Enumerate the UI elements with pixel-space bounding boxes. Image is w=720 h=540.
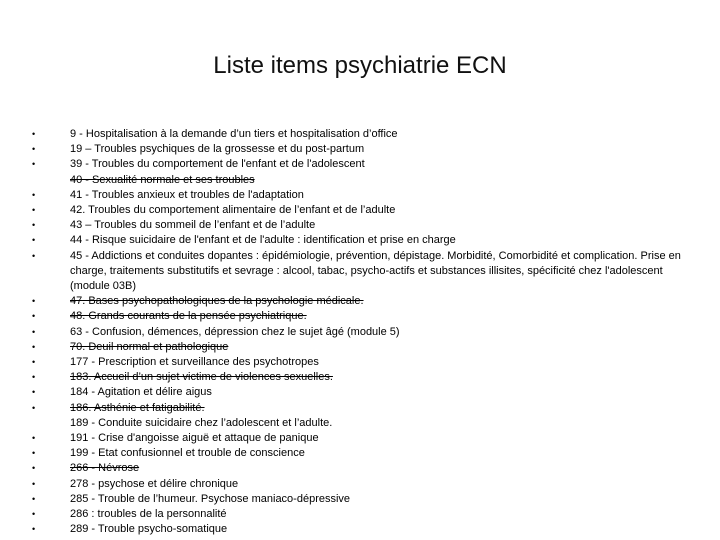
bullet-icon: • bbox=[32, 205, 36, 216]
list-item-text: 63 - Confusion, démences, dépression chez le sujet âgé (module 5) bbox=[70, 325, 400, 338]
list-item bbox=[32, 233, 692, 248]
bullet-icon: • bbox=[32, 129, 36, 139]
list-item bbox=[32, 492, 692, 507]
list-item bbox=[32, 431, 692, 446]
list-item bbox=[32, 203, 692, 218]
list-item bbox=[32, 309, 692, 324]
list-item-text: 285 - Trouble de l’humeur. Psychose maniaco-dépressive bbox=[70, 492, 351, 505]
list-item bbox=[32, 340, 692, 355]
list-item bbox=[32, 249, 692, 295]
bullet-icon: • bbox=[32, 493, 36, 504]
list-item-text: 9 - Hospitalisation à la demande d’un tiers et hospitalisation d’office bbox=[70, 128, 398, 140]
bullet-icon: • bbox=[32, 433, 36, 444]
bullet-icon: • bbox=[32, 250, 36, 261]
list-item-text: 278 - psychose et délire chronique bbox=[70, 477, 239, 490]
list-item-text: 177 - Prescription et surveillance des psychotropes bbox=[70, 356, 319, 369]
list-item bbox=[32, 507, 692, 522]
list-item bbox=[32, 157, 692, 172]
list-item bbox=[32, 173, 692, 188]
list-item bbox=[32, 355, 692, 370]
list-item-text: 199 - Etat confusionnel et trouble de conscience bbox=[70, 447, 305, 460]
bullet-icon: • bbox=[32, 235, 36, 246]
bullet-icon: • bbox=[32, 509, 36, 520]
list-item-text: 48. Grands courants de la pensée psychiatrique. bbox=[70, 310, 307, 323]
bullet-icon: • bbox=[32, 357, 36, 368]
page-title: Liste items psychiatrie ECN bbox=[213, 52, 507, 79]
list-item bbox=[32, 188, 692, 203]
list-item-text: 40 - Sexualité normale et ses troubles bbox=[70, 173, 255, 186]
bullet-icon bbox=[32, 416, 70, 431]
list-item bbox=[32, 477, 692, 492]
list-item bbox=[32, 370, 692, 385]
list-item bbox=[32, 127, 692, 142]
bullet-icon bbox=[32, 173, 70, 188]
list-item-text: 289 - Trouble psycho-somatique bbox=[70, 523, 228, 536]
list-item-text: 286 : troubles de la personnalité bbox=[70, 508, 227, 521]
list-item-text: 39 - Troubles du comportement de l'enfant et de l'adolescent bbox=[70, 158, 365, 171]
bullet-icon: • bbox=[32, 296, 36, 307]
list-item-text: 44 - Risque suicidaire de l'enfant et de l'adulte : identification et prise en charge bbox=[70, 234, 456, 247]
list-item bbox=[32, 461, 692, 476]
bullet-icon: • bbox=[32, 341, 36, 352]
bullet-icon: • bbox=[32, 220, 36, 231]
list-item bbox=[32, 446, 692, 461]
list-item bbox=[32, 142, 692, 157]
bullet-icon: • bbox=[32, 159, 36, 170]
bullet-icon: • bbox=[32, 189, 36, 200]
list-item-text: 70. Deuil normal et pathologique bbox=[70, 340, 229, 353]
bullet-icon: • bbox=[32, 524, 36, 535]
list-item-text: 47. Bases psychopathologiques de la psychologie médicale. bbox=[70, 295, 364, 308]
list-item bbox=[32, 522, 692, 537]
item-list bbox=[32, 127, 692, 537]
list-item-text: 45 - Addictions et conduites dopantes : épidémiologie, prévention, dépistage. Morbidité, Comorbidité et complication. Prise en charge, traitements substitutifs et sevrage : alcool, tabac, psycho-actifs et substances illisites, spécificité chez l'adolescent (module 03B) bbox=[70, 249, 681, 293]
list-item-text: 266 - Névrose bbox=[70, 462, 140, 475]
list-item bbox=[32, 385, 692, 400]
list-item bbox=[32, 294, 692, 309]
list-item-text: 183. Accueil d’un sujet victime de violences sexuelles. bbox=[70, 371, 333, 384]
list-item-text: 191 - Crise d'angoisse aiguë et attaque de panique bbox=[70, 432, 319, 445]
bullet-icon: • bbox=[32, 387, 36, 398]
bullet-icon: • bbox=[32, 402, 36, 413]
bullet-icon: • bbox=[32, 326, 36, 337]
list-item bbox=[32, 416, 692, 431]
bullet-icon: • bbox=[32, 144, 36, 155]
bullet-icon: • bbox=[32, 448, 36, 459]
list-item-text: 43 – Troubles du sommeil de l’enfant et de l’adulte bbox=[70, 219, 316, 232]
list-item-text: 42. Troubles du comportement alimentaire de l’enfant et de l’adulte bbox=[70, 204, 396, 217]
list-item-text: 189 - Conduite suicidaire chez l’adolescent et l’adulte. bbox=[70, 416, 333, 429]
list-item bbox=[32, 401, 692, 416]
list-item-text: 19 – Troubles psychiques de la grossesse et du post-partum bbox=[70, 143, 365, 156]
list-item-text: 184 - Agitation et délire aigus bbox=[70, 386, 212, 399]
list-item bbox=[32, 218, 692, 233]
bullet-icon: • bbox=[32, 372, 36, 383]
bullet-icon: • bbox=[32, 463, 36, 474]
list-item-text: 41 - Troubles anxieux et troubles de l'adaptation bbox=[70, 188, 304, 201]
bullet-icon: • bbox=[32, 311, 36, 322]
bullet-icon: • bbox=[32, 478, 36, 489]
list-item bbox=[32, 325, 692, 340]
list-item-text: 186. Asthénie et fatigabilité. bbox=[70, 401, 205, 414]
